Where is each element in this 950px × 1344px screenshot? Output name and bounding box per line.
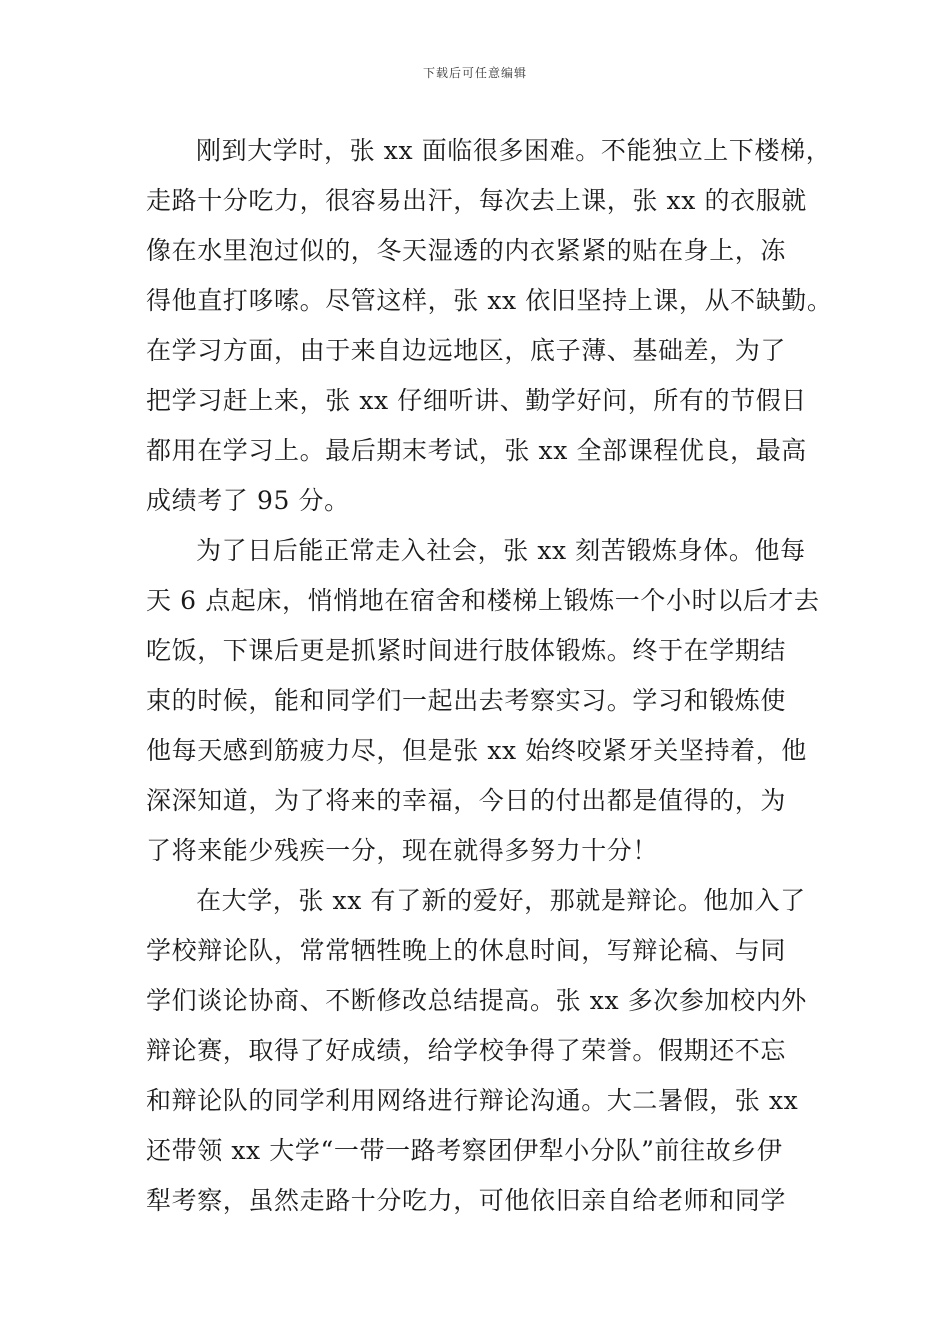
text-line: 都用在学习上。最后期末考试，张 xx 全部课程优良，最高 (146, 436, 807, 465)
paragraph-3 (146, 876, 818, 1226)
text-line: 得他直打哆嗦。尽管这样，张 xx 依旧坚持上课，从不缺勤。 (146, 286, 833, 315)
text-line: 把学习赶上来，张 xx 仔细听讲、勤学好问，所有的节假日 (146, 386, 807, 415)
document-body (146, 126, 833, 1226)
text-line: 还带领 xx 大学“一带一路考察团伊犁小分队”前往故乡伊 (146, 1136, 783, 1165)
text-line: 走路十分吃力，很容易出汗，每次去上课，张 xx 的衣服就 (146, 186, 807, 215)
text-line: 像在水里泡过似的，冬天湿透的内衣紧紧的贴在身上，冻 (146, 236, 787, 265)
text-line: 束的时候，能和同学们一起出去考察实习。学习和锻炼使 (146, 686, 787, 715)
text-line: 天 6 点起床，悄悄地在宿舍和楼梯上锻炼一个小时以后才去 (146, 586, 820, 615)
text-line: 吃饭，下课后更是抓紧时间进行肢体锻炼。终于在学期结 (146, 636, 787, 665)
text-line: 成绩考了 95 分。 (146, 486, 350, 515)
text-line: 为了日后能正常走入社会，张 xx 刻苦锻炼身体。他每 (196, 536, 806, 565)
text-line: 学校辩论队，常常牺牲晚上的休息时间，写辩论稿、与同 (146, 936, 787, 965)
text-line: 深深知道，为了将来的幸福，今日的付出都是值得的，为 (146, 786, 787, 815)
paragraph-1 (146, 126, 833, 526)
text-line: 了将来能少残疾一分，现在就得多努力十分！ (146, 836, 659, 865)
text-line: 刚到大学时，张 xx 面临很多困难。不能独立上下楼梯， (196, 136, 832, 165)
text-line: 犁考察，虽然走路十分吃力，可他依旧亲自给老师和同学 (146, 1186, 787, 1215)
text-line: 辩论赛，取得了好成绩，给学校争得了荣誉。假期还不忘 (146, 1036, 787, 1065)
text-line: 在学习方面，由于来自边远地区，底子薄、基础差，为了 (146, 336, 787, 365)
page-header-note: 下载后可任意编辑 (422, 66, 527, 80)
text-line: 他每天感到筋疲力尽，但是张 xx 始终咬紧牙关坚持着，他 (146, 736, 807, 765)
paragraph-2 (146, 526, 818, 876)
text-line: 在大学，张 xx 有了新的爱好，那就是辩论。他加入了 (196, 886, 806, 915)
text-line: 学们谈论协商、不断修改总结提高。张 xx 多次参加校内外 (146, 986, 807, 1015)
text-line: 和辩论队的同学利用网络进行辩论沟通。大二暑假，张 xx (146, 1086, 799, 1115)
